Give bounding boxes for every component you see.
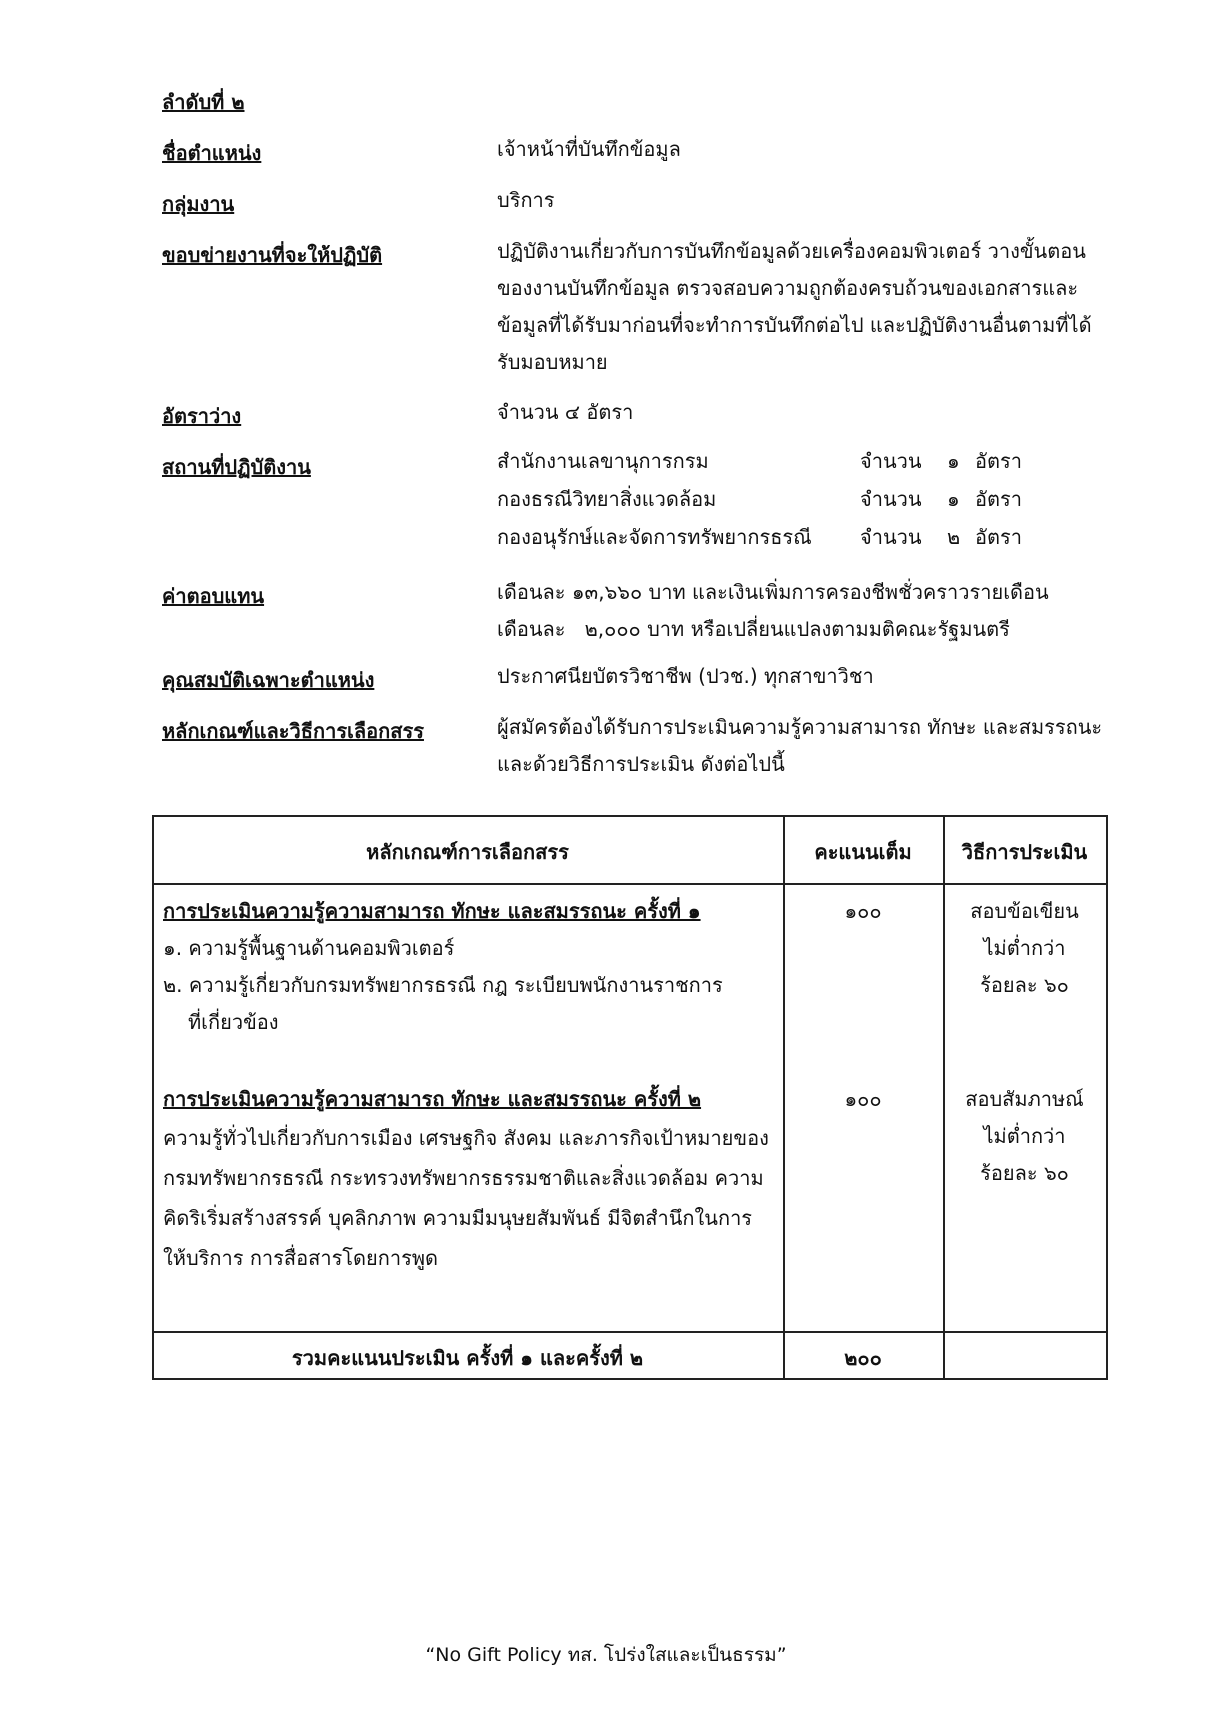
location-name: กองอนุรักษ์และจัดการทรัพยากรธรณี (497, 525, 812, 549)
total-label: รวมคะแนนประเมิน ครั้งที่ ๑ และครั้งที่ ๒ (291, 1346, 644, 1370)
table-border (152, 815, 154, 1379)
location-count: ๑ (947, 487, 960, 511)
row-1-item-2-continued: ที่เกี่ยวข้อง (188, 1010, 279, 1034)
row-2-title: การประเมินความรู้ความสามารถ ทักษะ และสมรรถนะ ครั้งที่ ๒ (163, 1087, 702, 1111)
location-count-label: จำนวน (860, 487, 922, 511)
location-unit: อัตรา (975, 449, 1022, 473)
row-2-method-line-3: ร้อยละ ๖๐ (980, 1161, 1069, 1185)
row-1-method-line-1: สอบข้อเขียน (970, 899, 1079, 923)
position-label: ชื่อตำแหน่ง (162, 141, 262, 165)
location-name: กองธรณีวิทยาสิ่งแวดล้อม (497, 487, 717, 511)
table-border (152, 1331, 1108, 1333)
row-1-title: การประเมินความรู้ความสามารถ ทักษะ และสมรรถนะ ครั้งที่ ๑ (163, 899, 701, 923)
row-2-method-line-1: สอบสัมภาษณ์ (965, 1087, 1084, 1111)
criteria-label: หลักเกณฑ์และวิธีการเลือกสรร (162, 719, 424, 743)
row-1-method-line-3: ร้อยละ ๖๐ (980, 973, 1069, 997)
location-row (497, 445, 1107, 482)
criteria-value: ผู้สมัครต้องได้รับการประเมินความรู้ความสามารถ ทักษะ และสมรรถนะและด้วยวิธีการประเมิน ดังต่อไปนี้ (497, 715, 1103, 776)
row-1-method-line-2: ไม่ต่ำกว่า (983, 936, 1066, 960)
row-2-body: ความรู้ทั่วไปเกี่ยวกับการเมือง เศรษฐกิจ สังคม และภารกิจเป้าหมายของกรมทรัพยากรธรณี กระทรวงทรัพยากรธรรมชาติและสิ่งแวดล้อม ความคิดริเริ่มสร้างสรรค์ บุคลิกภาพ ความมีมนุษยสัมพันธ์ มีจิตสำนึกในการให้บริการ การสื่อสารโดยการพูด (163, 1126, 769, 1270)
location-count-label: จำนวน (860, 449, 922, 473)
table-row-1-criteria (163, 893, 773, 1041)
footer-slogan: “No Gift Policy ทส. โปร่งใสและเป็นธรรม” (425, 1644, 787, 1666)
vacancy-label: อัตราว่าง (162, 404, 242, 428)
pay-line-1: เดือนละ ๑๓,๖๖๐ บาท และเงินเพิ่มการครองชีพชั่วคราวรายเดือน (497, 580, 1049, 604)
pay-label: ค่าตอบแทน (162, 584, 265, 608)
row-1-score: ๑๐๐ (844, 899, 882, 923)
table-header-criteria: หลักเกณฑ์การเลือกสรร (366, 840, 569, 864)
location-count: ๑ (947, 449, 960, 473)
pay-line-2: เดือนละ ๒,๐๐๐ บาท หรือเปลี่ยนแปลงตามมติคณะรัฐมนตรี (497, 617, 1010, 641)
order-number: ลำดับที่ ๒ (162, 90, 245, 114)
table-border (152, 1378, 1108, 1380)
qualification-value: ประกาศนียบัตรวิชาชีพ (ปวช.) ทุกสาขาวิชา (497, 664, 874, 688)
row-2-method-line-2: ไม่ต่ำกว่า (983, 1124, 1066, 1148)
vacancy-value: จำนวน ๔ อัตรา (497, 400, 634, 424)
total-score: ๒๐๐ (844, 1346, 882, 1370)
location-label: สถานที่ปฏิบัติงาน (162, 455, 311, 479)
row-2-method (943, 1081, 1106, 1192)
scope-value: ปฏิบัติงานเกี่ยวกับการบันทึกข้อมูลด้วยเครื่องคอมพิวเตอร์ วางขั้นตอนของงานบันทึกข้อมูล ตรวจสอบความถูกต้องครบถ้วนของเอกสารและข้อมูลที่ได้รับมาก่อนที่จะทำการบันทึกต่อไป และปฏิบัติงานอื่นตามที่ได้รับมอบหมาย (497, 239, 1092, 374)
row-1-item-2: ๒. ความรู้เกี่ยวกับกรมทรัพยากรธรณี กฎ ระเบียบพนักงานราชการ (163, 973, 723, 997)
position-value: เจ้าหน้าที่บันทึกข้อมูล (497, 137, 681, 161)
group-label: กลุ่มงาน (162, 192, 235, 216)
group-value: บริการ (497, 188, 555, 212)
table-header-method: วิธีการประเมิน (961, 840, 1088, 864)
location-count: ๒ (947, 525, 961, 549)
row-2-score: ๑๐๐ (844, 1087, 882, 1111)
qualification-label: คุณสมบัติเฉพาะตำแหน่ง (162, 668, 375, 692)
location-unit: อัตรา (975, 487, 1022, 511)
row-1-method (943, 893, 1106, 1004)
table-border (152, 883, 1108, 885)
scope-label: ขอบข่ายงานที่จะให้ปฏิบัติ (162, 243, 383, 267)
location-row (497, 483, 1107, 520)
table-header-score: คะแนนเต็ม (814, 840, 912, 864)
location-row (497, 521, 1107, 558)
table-border (152, 815, 1108, 817)
location-count-label: จำนวน (860, 525, 922, 549)
row-1-item-1: ๑. ความรู้พื้นฐานด้านคอมพิวเตอร์ (163, 936, 455, 960)
location-name: สำนักงานเลขานุการกรม (497, 449, 709, 473)
location-unit: อัตรา (975, 525, 1022, 549)
table-border (1106, 815, 1108, 1379)
table-row-2-criteria (163, 1081, 773, 1278)
